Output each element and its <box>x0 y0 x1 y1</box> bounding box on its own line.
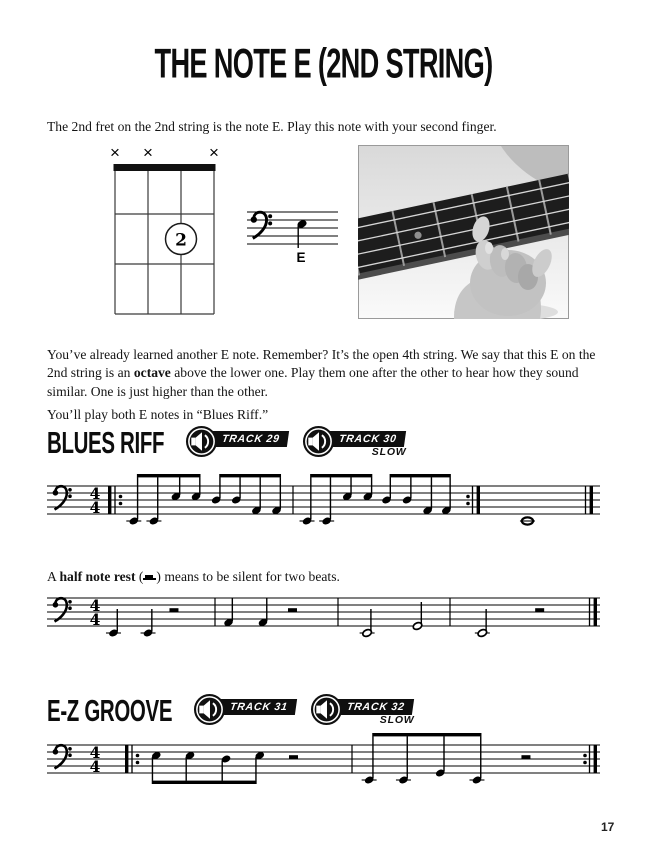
octave-paragraph: You’ve already learned another E note. Remember? It’s the open 4th string. We say that this E on the 2nd string is an octave above the lower one. Play them one after the other to hear how they sound similar. One is just higher than the other. <box>47 346 596 399</box>
track-badge <box>302 425 405 461</box>
mute-x-icon: × <box>209 143 219 162</box>
speaker-icon <box>302 425 335 458</box>
note-label: E <box>296 250 306 265</box>
fret-diagram <box>94 141 234 325</box>
svg-text:4: 4 <box>89 610 101 629</box>
track-label: TRACK 31 <box>218 699 297 715</box>
nut-bar <box>114 164 216 171</box>
blues-riff-notation <box>47 462 603 542</box>
mute-x-icon: × <box>110 143 120 162</box>
slow-label: SLOW <box>371 446 407 458</box>
svg-text:4: 4 <box>89 484 101 503</box>
svg-text:4: 4 <box>89 743 101 762</box>
track-badge <box>185 425 288 461</box>
e-note-notation <box>246 203 341 267</box>
svg-text:4: 4 <box>89 757 101 776</box>
intro-paragraph: The 2nd fret on the 2nd string is the note E. Play this note with your second finger. <box>47 118 497 134</box>
speaker-icon <box>185 425 218 458</box>
bass-clef-icon <box>251 212 273 238</box>
track-label: TRACK 30 <box>327 431 406 447</box>
hand-photo <box>358 145 569 319</box>
slow-label: SLOW <box>379 714 415 726</box>
blues-riff-section-heading <box>47 424 405 462</box>
page-number: 17 <box>601 820 615 834</box>
track-label: TRACK 32 <box>335 699 414 715</box>
page-title: THE NOTE E (2ND STRING) <box>155 41 493 87</box>
track-label: TRACK 29 <box>210 431 289 447</box>
fret-grid <box>115 171 214 314</box>
half-rest-paragraph: A half note rest ( ) means to be silent for two beats. <box>47 568 340 584</box>
svg-text:4: 4 <box>89 498 101 517</box>
mute-x-icon: × <box>143 143 153 162</box>
blues-riff-paragraph: You’ll play both E notes in “Blues Riff.” <box>47 406 269 422</box>
e-z-groove-notation <box>47 721 603 801</box>
half-rest-exercise-notation <box>47 574 603 654</box>
section-title: BLUES RIFF <box>47 425 165 460</box>
svg-text:4: 4 <box>89 596 101 615</box>
speaker-icon <box>193 693 226 726</box>
section-title: E-Z GROOVE <box>47 693 173 728</box>
speaker-icon <box>310 693 343 726</box>
finger-number: 2 <box>175 230 187 251</box>
